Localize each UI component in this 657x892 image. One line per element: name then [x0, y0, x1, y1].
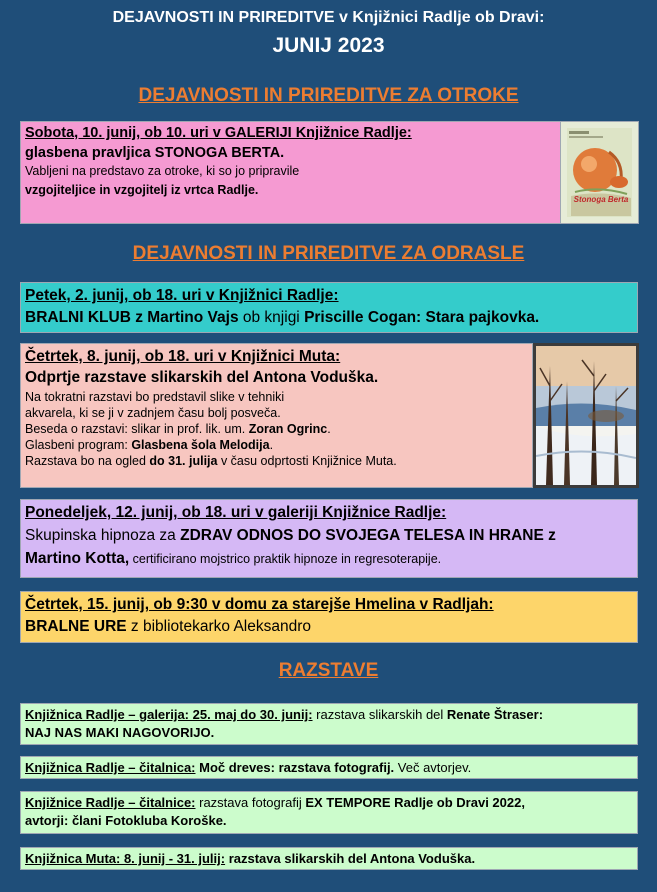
event-title: Odprtje razstave slikarskih del Antona Voduška. [25, 369, 379, 386]
event-title-line [25, 524, 633, 547]
text-part: Beseda o razstavi: slikar in prof. lik. um. [25, 422, 249, 436]
text-part: Glasbeni program: [25, 438, 132, 452]
artist-name: Renate Štraser: [446, 707, 544, 722]
book-cover-art [561, 122, 638, 223]
text-part: Več avtorjev. [394, 760, 472, 775]
section-title-exhibitions: RAZSTAVE [278, 660, 379, 681]
text-part: Razstava bo na ogled [25, 454, 150, 468]
book-cover-stonoga-berta [560, 121, 639, 224]
event-card-book-club [20, 282, 638, 333]
event-connector-text: ob knjigi [238, 309, 305, 326]
event-title: BRALNE URE [25, 618, 127, 635]
page-subtitle-month: JUNIJ 2023 [272, 34, 385, 57]
host-name: Martino Kotta, [25, 550, 130, 567]
host-description: certificirano mojstrico praktik hipnoze in regresoterapije. [129, 552, 442, 566]
exhibition-title: EX TEMPORE Radlje ob Dravi 2022, [305, 795, 525, 810]
exhibition-line1 [25, 794, 633, 812]
event-topic: ZDRAV ODNOS DO SVOJEGA TELESA IN HRANE [180, 527, 544, 544]
event-desc-line1: Vabljeni na predstavo za otroke, ki so jo pripravile [25, 164, 300, 178]
book-cover-caption: Stonoga Berta [573, 195, 629, 204]
exhibition-line1 [25, 850, 633, 868]
exhibition-title: razstava slikarskih del Antona Voduška. [225, 851, 476, 866]
exhibition-item-vodusek [20, 847, 638, 870]
event-desc-line1: Na tokratni razstavi bo predstavil slike v tehniki [25, 390, 285, 404]
text-part: razstava slikarskih del [312, 707, 447, 722]
event-details [25, 307, 633, 329]
exhibition-title: Moč dreves: razstava fotografij. [195, 760, 395, 775]
exhibition-location: Knjižnica Radlje – čitalnica: [25, 760, 196, 775]
event-title: BRALNI KLUB z Martino Vajs [25, 309, 239, 326]
event-host-line [25, 547, 633, 571]
event-heading: Petek, 2. junij, ob 18. uri v Knjižnici Radlje: [25, 287, 339, 304]
exhibition-location: Knjižnice Radlje – čitalnice: [25, 795, 196, 810]
speaker-name: Zoran Ogrinc [248, 422, 328, 436]
exhibition-item-renate-straser [20, 703, 638, 745]
exhibition-line1 [25, 759, 633, 777]
event-desc-line3 [25, 421, 528, 437]
exhibition-authors: avtorji: člani Fotokluba Koroške. [25, 813, 227, 828]
watercolor-painting [536, 346, 636, 485]
event-heading: Sobota, 10. junij, ob 10. uri v GALERIJI Knjižnice Radlje: [25, 125, 412, 141]
event-desc-line4 [25, 437, 528, 453]
event-card-stonoga-berta [20, 121, 561, 224]
exhibition-location-date: Knjižnica Muta: 8. junij - 31. julij: [25, 851, 226, 866]
event-card-reading-hours [20, 591, 638, 643]
event-desc-line2: akvarela, ki se ji v zadnjem času bolj posveča. [25, 406, 281, 420]
text-part: . [327, 422, 331, 436]
event-book-title: Priscille Cogan: Stara pajkovka. [304, 309, 540, 326]
exhibition-line1 [25, 706, 633, 724]
event-details [25, 616, 633, 638]
exhibition-item-moc-dreves [20, 756, 638, 779]
event-host: z bibliotekarko Aleksandro [126, 618, 312, 635]
event-card-hypnosis [20, 499, 638, 578]
painting-thumbnail [533, 343, 639, 488]
event-desc-line5 [25, 453, 528, 469]
section-title-children: DEJAVNOSTI IN PRIREDITVE ZA OTROKE [138, 85, 519, 106]
event-title: glasbena pravljica STONOGA BERTA. [25, 145, 285, 161]
event-card-exhibition-opening [20, 343, 533, 488]
text-part: razstava fotografij [195, 795, 306, 810]
exhibition-item-ex-tempore [20, 791, 638, 834]
event-heading: Četrtek, 8. junij, ob 18. uri v Knjižnici Muta: [25, 348, 341, 365]
section-title-adults: DEJAVNOSTI IN PRIREDITVE ZA ODRASLE [132, 243, 525, 264]
event-heading: Četrtek, 15. junij, ob 9:30 v domu za starejše Hmelina v Radljah: [25, 596, 494, 613]
text-part: v času odprtosti Knjižnice Muta. [217, 454, 397, 468]
exhibition-location-date: Knjižnica Radlje – galerija: 25. maj do 30. junij: [25, 707, 313, 722]
exhibition-end-date: do 31. julija [149, 454, 218, 468]
page-title: DEJAVNOSTI IN PRIREDITVE v Knjižnici Radlje ob Dravi: [112, 9, 545, 26]
event-desc-line2: vzgojiteljice in vzgojitelj iz vrtca Radlje. [25, 183, 259, 197]
text-part: Skupinska hipnoza za [25, 527, 181, 544]
event-heading: Ponedeljek, 12. junij, ob 18. uri v galeriji Knjižnice Radlje: [25, 504, 447, 521]
text-part: . [269, 438, 274, 452]
text-part: z [543, 527, 556, 544]
exhibition-title: NAJ NAS MAKI NAGOVORIJO. [25, 725, 215, 740]
music-program-name: Glasbena šola Melodija [131, 438, 270, 452]
